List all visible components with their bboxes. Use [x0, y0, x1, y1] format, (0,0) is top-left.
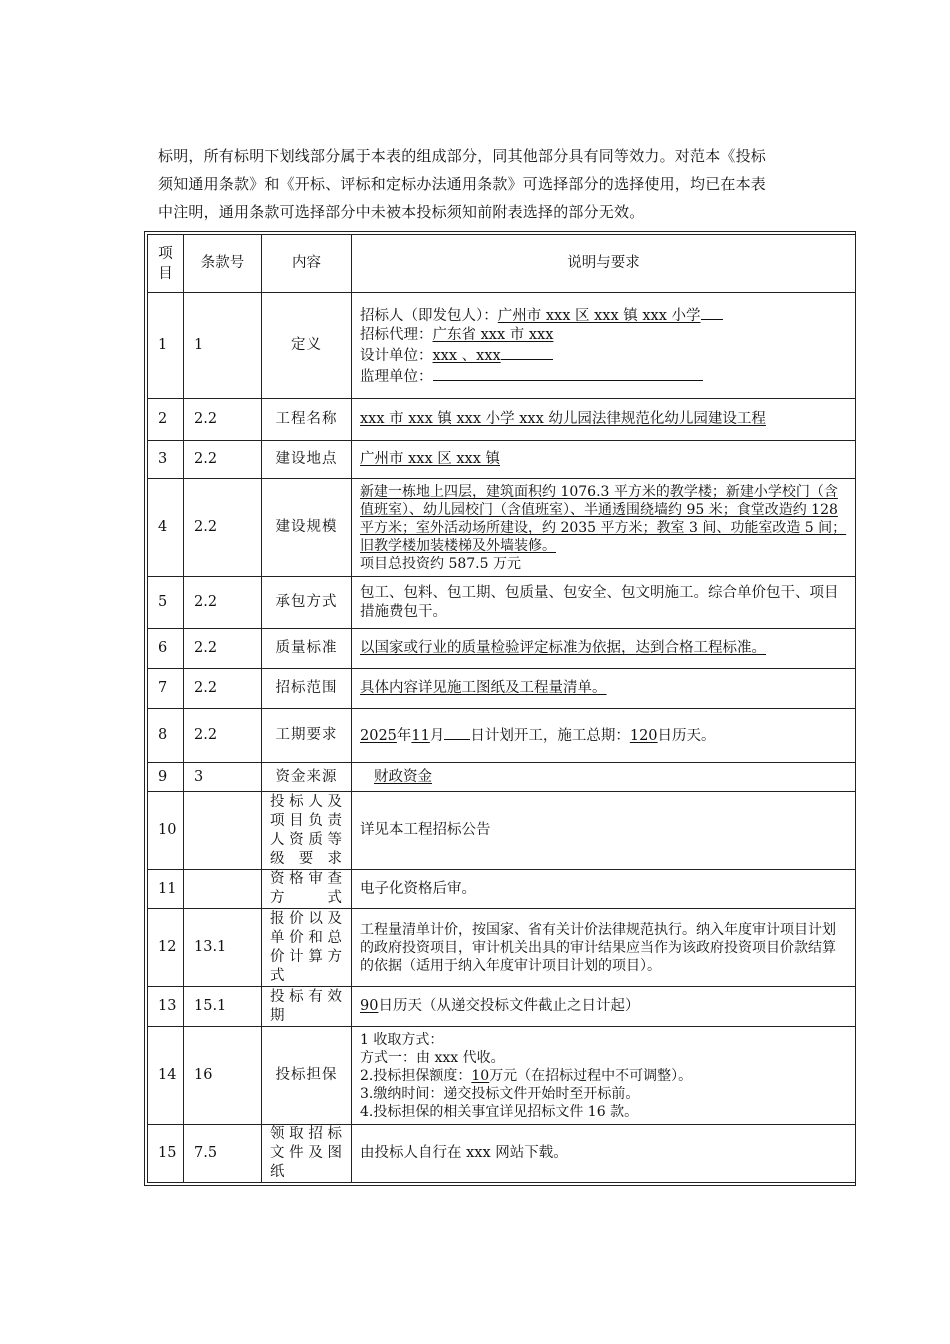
guarantee-amount: 10 [471, 1067, 490, 1084]
row-no: 7 [148, 669, 184, 709]
row-no: 10 [148, 792, 184, 870]
row-desc: 新建一栋地上四层，建筑面积约 1076.3 平方米的教学楼；新建小学校门（含值班室）、幼儿园校门（含值班室）、半通透围绕墙约 95 米；食堂改造约 128 平方米；室外活动场所建设，约 2035 平方米；教室 3 间、功能室改造 5 间；旧教学楼加装楼梯及外墙装修。 项目总投资约 587.5 万元 [352, 479, 856, 577]
row-desc: 详见本工程招标公告 [352, 792, 856, 870]
row-clause: 2.2 [184, 669, 262, 709]
row-desc: 具体内容详见施工图纸及工程量清单。 [352, 669, 856, 709]
header-content: 内容 [262, 235, 352, 293]
row-content: 建设规模 [262, 479, 352, 577]
row-clause: 2.2 [184, 577, 262, 629]
table-row [148, 709, 856, 763]
row-desc: 电子化资格后审。 [352, 870, 856, 909]
row-no: 13 [148, 987, 184, 1027]
row-content: 资格审查方式 [262, 870, 352, 909]
intro-paragraph [158, 142, 846, 226]
header-clause: 条款号 [184, 235, 262, 293]
row-no: 14 [148, 1027, 184, 1125]
row-content: 投标担保 [262, 1027, 352, 1125]
row-clause: 7.5 [184, 1125, 262, 1183]
agent-line: 招标代理：广东省 xxx 市 xxx [360, 326, 554, 343]
row-desc: xxx 市 xxx 镇 xxx 小学 xxx 幼儿园法律规范化幼儿园建设工程 [352, 399, 856, 441]
start-day-blank [444, 725, 470, 740]
row-desc [352, 293, 856, 399]
header-desc: 说明与要求 [352, 235, 856, 293]
row-clause: 15.1 [184, 987, 262, 1027]
supervisor-line: 监理单位： [360, 366, 847, 387]
intro-line: 中注明，通用条款可选择部分中未被本投标须知前附表选择的部分无效。 [158, 203, 645, 221]
blank-underline [701, 305, 723, 320]
table-row [148, 1027, 856, 1125]
table-row [148, 1125, 856, 1183]
row-content: 质量标准 [262, 629, 352, 669]
table-header-row [148, 235, 856, 293]
row-clause: 3 [184, 763, 262, 792]
agent-value: 广东省 xxx 市 xxx [432, 326, 554, 343]
row-no: 12 [148, 909, 184, 987]
table-row [148, 577, 856, 629]
row-no: 15 [148, 1125, 184, 1183]
row-content: 投标人及项目负责人资质等级要求 [262, 792, 352, 870]
table-row [148, 792, 856, 870]
table-row [148, 909, 856, 987]
row-content: 建设地点 [262, 441, 352, 479]
table-row [148, 479, 856, 577]
row-clause [184, 870, 262, 909]
header-no: 项目 [148, 235, 184, 293]
tender-notice-table [144, 231, 856, 1186]
row-clause: 2.2 [184, 479, 262, 577]
table-row [148, 669, 856, 709]
row-no: 5 [148, 577, 184, 629]
row-clause: 2.2 [184, 399, 262, 441]
row-clause: 2.2 [184, 441, 262, 479]
row-clause: 1 [184, 293, 262, 399]
table-row [148, 987, 856, 1027]
start-year: 2025 [360, 728, 397, 744]
row-no: 1 [148, 293, 184, 399]
row-desc: 1 收取方式： 方式一：由 xxx 代收。 2.投标担保额度：10万元（在招标过程中不可调整）。 3.缴纳时间：递交投标文件开始时至开标前。 4.投标担保的相关事宜详见招标文件 16 款。 [352, 1027, 856, 1125]
row-no: 4 [148, 479, 184, 577]
row-desc: 2025年11月 日计划开工，施工总期：120日历天。 [352, 709, 856, 763]
row-clause: 16 [184, 1027, 262, 1125]
row-desc: 广州市 xxx 区 xxx 镇 [352, 441, 856, 479]
row-clause: 2.2 [184, 629, 262, 669]
table-row [148, 763, 856, 792]
row-desc: 由投标人自行在 xxx 网站下载。 [352, 1125, 856, 1183]
row-no: 8 [148, 709, 184, 763]
row-content: 定义 [262, 293, 352, 399]
row-clause: 2.2 [184, 709, 262, 763]
blank-underline [433, 366, 703, 381]
row-clause [184, 792, 262, 870]
row-content: 工程名称 [262, 399, 352, 441]
row-content: 工期要求 [262, 709, 352, 763]
table-row [148, 629, 856, 669]
row-content: 招标范围 [262, 669, 352, 709]
row-content: 承包方式 [262, 577, 352, 629]
row-no: 6 [148, 629, 184, 669]
tenderer-value: 广州市 xxx 区 xxx 镇 xxx 小学 [497, 307, 701, 324]
row-desc: 90日历天（从递交投标文件截止之日计起） [352, 987, 856, 1027]
row-content: 投标有效期 [262, 987, 352, 1027]
row-desc: 以国家或行业的质量检验评定标准为依据，达到合格工程标准。 [352, 629, 856, 669]
tenderer-line: 招标人（即发包人）：广州市 xxx 区 xxx 镇 xxx 小学 [360, 305, 847, 326]
table-row [148, 441, 856, 479]
row-no: 2 [148, 399, 184, 441]
row-content: 资金来源 [262, 763, 352, 792]
row-clause: 13.1 [184, 909, 262, 987]
row-no: 3 [148, 441, 184, 479]
blank-underline [501, 345, 553, 360]
start-month: 11 [411, 728, 430, 744]
validity-days: 90 [360, 998, 379, 1014]
table-row [148, 399, 856, 441]
row-content: 领取招标文件及图纸 [262, 1125, 352, 1183]
row-content: 报价以及单价和总价计算方式 [262, 909, 352, 987]
table-row [148, 293, 856, 399]
row-desc: 财政资金 [352, 763, 856, 792]
designer-line: 设计单位：xxx 、xxx [360, 345, 847, 366]
table-row [148, 870, 856, 909]
row-desc: 包工、包料、包工期、包质量、包安全、包文明施工。综合单价包干、项目措施费包干。 [352, 577, 856, 629]
row-desc: 工程量清单计价，按国家、省有关计价法律规范执行。纳入年度审计项目计划的政府投资项目，审计机关出具的审计结果应当作为该政府投资项目价款结算的依据（适用于纳入年度审计项目计划的项目）。 [352, 909, 856, 987]
duration-days: 120 [629, 728, 658, 744]
designer-value: xxx 、xxx [432, 347, 501, 364]
intro-line: 须知通用条款》和《开标、评标和定标办法通用条款》可选择部分的选择使用，均已在本表 [158, 175, 767, 193]
row-no: 11 [148, 870, 184, 909]
row-no: 9 [148, 763, 184, 792]
intro-line: 标明，所有标明下划线部分属于本表的组成部分，同其他部分具有同等效力。对范本《投标 [158, 147, 767, 165]
